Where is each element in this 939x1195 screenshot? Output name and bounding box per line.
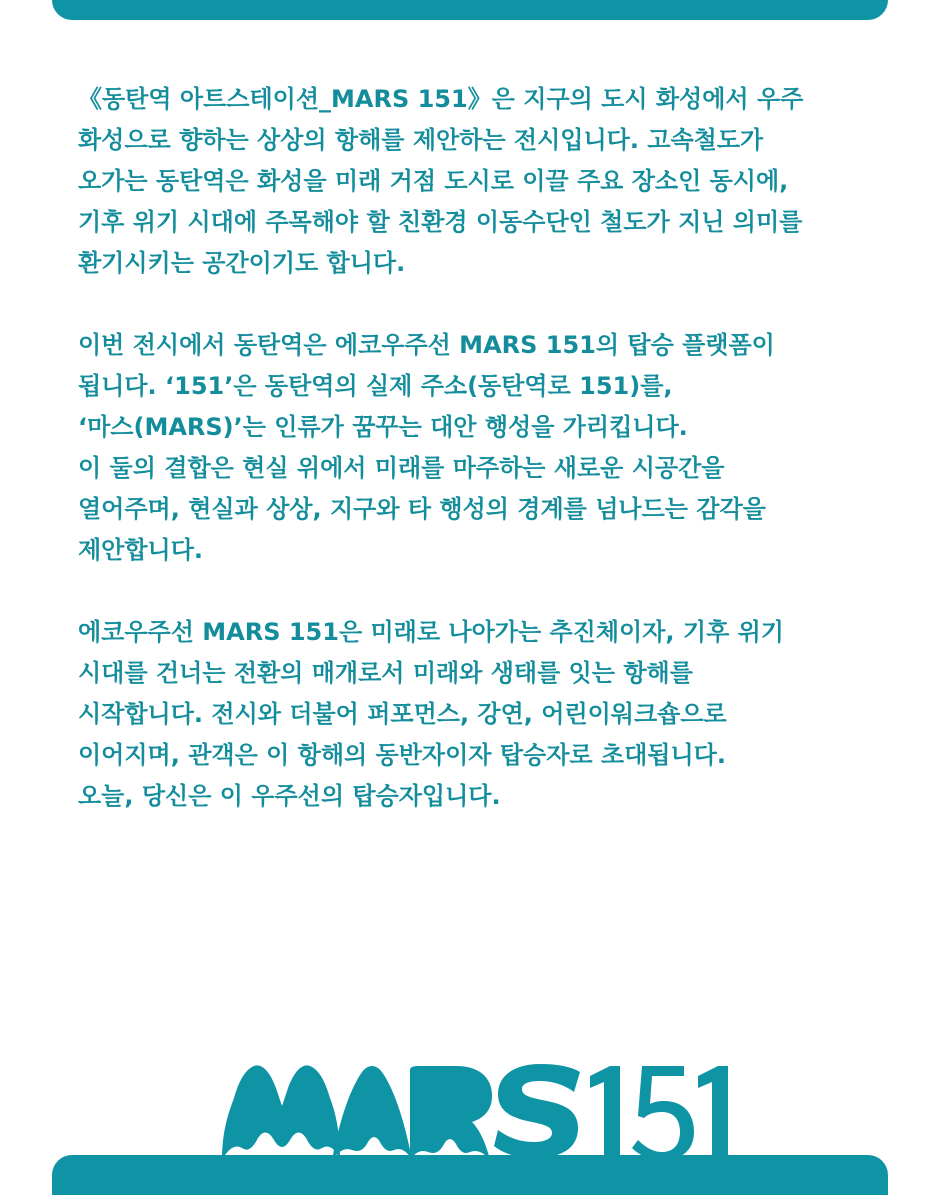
- bottom-banner-bar: [52, 1155, 888, 1195]
- top-banner-bar: [52, 0, 888, 20]
- text-line: 이번 전시에서 동탄역은 에코우주선 MARS 151의 탑승 플랫폼이: [78, 331, 775, 359]
- text-line: 시대를 건너는 전환의 매개로서 미래와 생태를 잇는 항해를: [78, 659, 693, 687]
- exhibition-description: [78, 79, 898, 858]
- text-line: 이어지며, 관객은 이 항해의 동반자이자 탑승자로 초대됩니다.: [78, 741, 726, 769]
- voyage-paragraph: [78, 612, 898, 817]
- text-line: 됩니다. ‘151’은 동탄역의 실제 주소(동탄역로 151)를,: [78, 372, 673, 400]
- text-line: 《동탄역 아트스테이션_MARS 151》은 지구의 도시 화성에서 우주: [78, 85, 804, 113]
- text-line: ‘마스(MARS)’는 인류가 꿈꾸는 대안 행성을 가리킵니다.: [78, 413, 688, 441]
- text-line: 에코우주선 MARS 151은 미래로 나아가는 추진체이자, 기후 위기: [78, 618, 784, 646]
- text-line: 화성으로 향하는 상상의 항해를 제안하는 전시입니다. 고속철도가: [78, 126, 764, 154]
- text-line: 환기시키는 공간이기도 합니다.: [78, 249, 406, 277]
- text-line: 제안합니다.: [78, 536, 204, 564]
- text-line: 오늘, 당신은 이 우주선의 탑승자입니다.: [78, 782, 501, 810]
- text-line: 오가는 동탄역은 화성을 미래 거점 도시로 이끌 주요 장소인 동시에,: [78, 167, 789, 195]
- mars-151-logo: [222, 1062, 730, 1160]
- text-line: 열어주며, 현실과 상상, 지구와 타 행성의 경계를 넘나드는 감각을: [78, 495, 766, 523]
- intro-paragraph: [78, 79, 898, 284]
- platform-paragraph: [78, 325, 898, 571]
- text-line: 이 둘의 결합은 현실 위에서 미래를 마주하는 새로운 시공간을: [78, 454, 725, 482]
- text-line: 기후 위기 시대에 주목해야 할 친환경 이동수단인 철도가 지닌 의미를: [78, 208, 803, 236]
- text-line: 시작합니다. 전시와 더불어 퍼포먼스, 강연, 어린이워크숍으로: [78, 700, 727, 728]
